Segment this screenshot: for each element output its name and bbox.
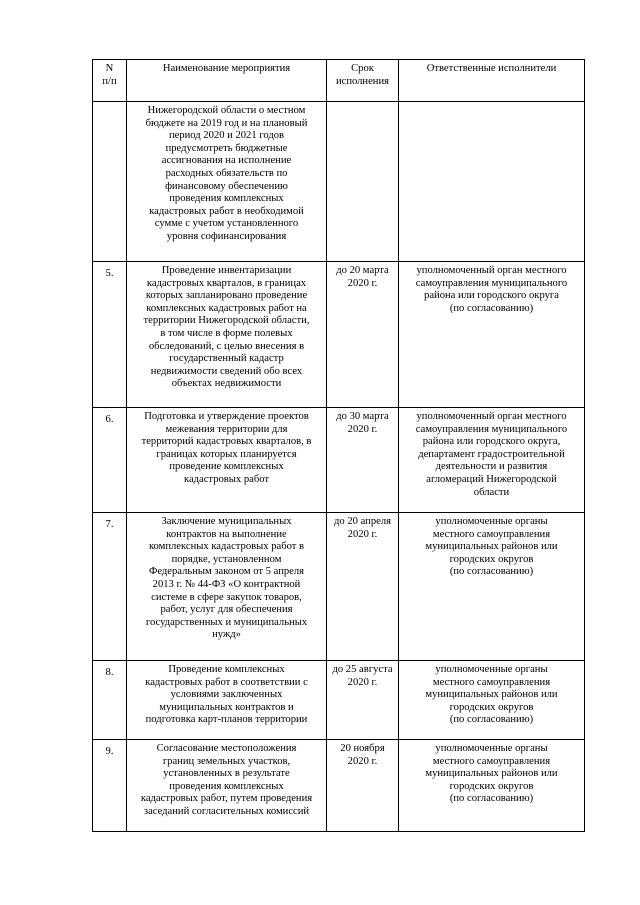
table-row	[93, 740, 585, 832]
row-responsible: уполномоченный орган местного самоуправления муниципального района или городского округа (по согласованию)	[399, 262, 585, 408]
row-responsible	[399, 102, 585, 262]
table-body	[93, 102, 585, 832]
row-deadline	[327, 102, 399, 262]
row-deadline: до 20 марта 2020 г.	[327, 262, 399, 408]
row-activity: Нижегородской области о местном бюджете на 2019 год и на плановый период 2020 и 2021 годов предусмотреть бюджетные ассигнования на исполнение расходных обязательств по финансовому обеспечению проведения комплексных кадастровых работ в необходимой сумме с учетом установленного уровня софинансирования	[127, 102, 327, 262]
row-number: 7.	[93, 513, 127, 661]
row-deadline: 20 ноября 2020 г.	[327, 740, 399, 832]
action-plan-table	[92, 59, 585, 832]
row-number: 8.	[93, 661, 127, 740]
row-activity: Проведение комплексных кадастровых работ в соответствии с условиями заключенных муниципальных контрактов и подготовка карт-планов территории	[127, 661, 327, 740]
table-header-row	[93, 60, 585, 102]
row-number: 9.	[93, 740, 127, 832]
row-deadline: до 30 марта 2020 г.	[327, 408, 399, 513]
row-responsible: уполномоченные органы местного самоуправления муниципальных районов или городских округов (по согласованию)	[399, 740, 585, 832]
header-activity-name: Наименование мероприятия	[127, 60, 327, 102]
row-number	[93, 102, 127, 262]
row-activity: Проведение инвентаризации кадастровых кварталов, в границах которых запланировано проведение комплексных кадастровых работ на территории Нижегородской области, в том числе в форме полевых обследований, с целью внесения в государственный кадастр недвижимости сведений обо всех объектах недвижимости	[127, 262, 327, 408]
row-responsible: уполномоченные органы местного самоуправления муниципальных районов или городских округов (по согласованию)	[399, 513, 585, 661]
row-number: 6.	[93, 408, 127, 513]
table-row	[93, 408, 585, 513]
row-activity: Согласование местоположения границ земельных участков, установленных в результате проведения комплексных кадастровых работ, путем проведения заседаний согласительных комиссий	[127, 740, 327, 832]
row-deadline: до 25 августа 2020 г.	[327, 661, 399, 740]
table-row	[93, 102, 585, 262]
header-responsible: Ответственные исполнители	[399, 60, 585, 102]
header-number: N п/п	[93, 60, 127, 102]
row-activity: Подготовка и утверждение проектов межевания территории для территорий кадастровых кварталов, в границах которых планируется проведение комплексных кадастровых работ	[127, 408, 327, 513]
table-row	[93, 661, 585, 740]
row-responsible: уполномоченный орган местного самоуправления муниципального района или городского округа, департамент градостроительной деятельности и развития агломераций Нижегородской области	[399, 408, 585, 513]
table-row	[93, 262, 585, 408]
header-deadline: Срок исполнения	[327, 60, 399, 102]
table-row	[93, 513, 585, 661]
row-number: 5.	[93, 262, 127, 408]
row-activity: Заключение муниципальных контрактов на выполнение комплексных кадастровых работ в порядке, установленном Федеральным законом от 5 апреля 2013 г. № 44-ФЗ «О контрактной системе в сфере закупок товаров, работ, услуг для обеспечения государственных и муниципальных нужд»	[127, 513, 327, 661]
row-responsible: уполномоченные органы местного самоуправления муниципальных районов или городских округов (по согласованию)	[399, 661, 585, 740]
row-deadline: до 20 апреля 2020 г.	[327, 513, 399, 661]
